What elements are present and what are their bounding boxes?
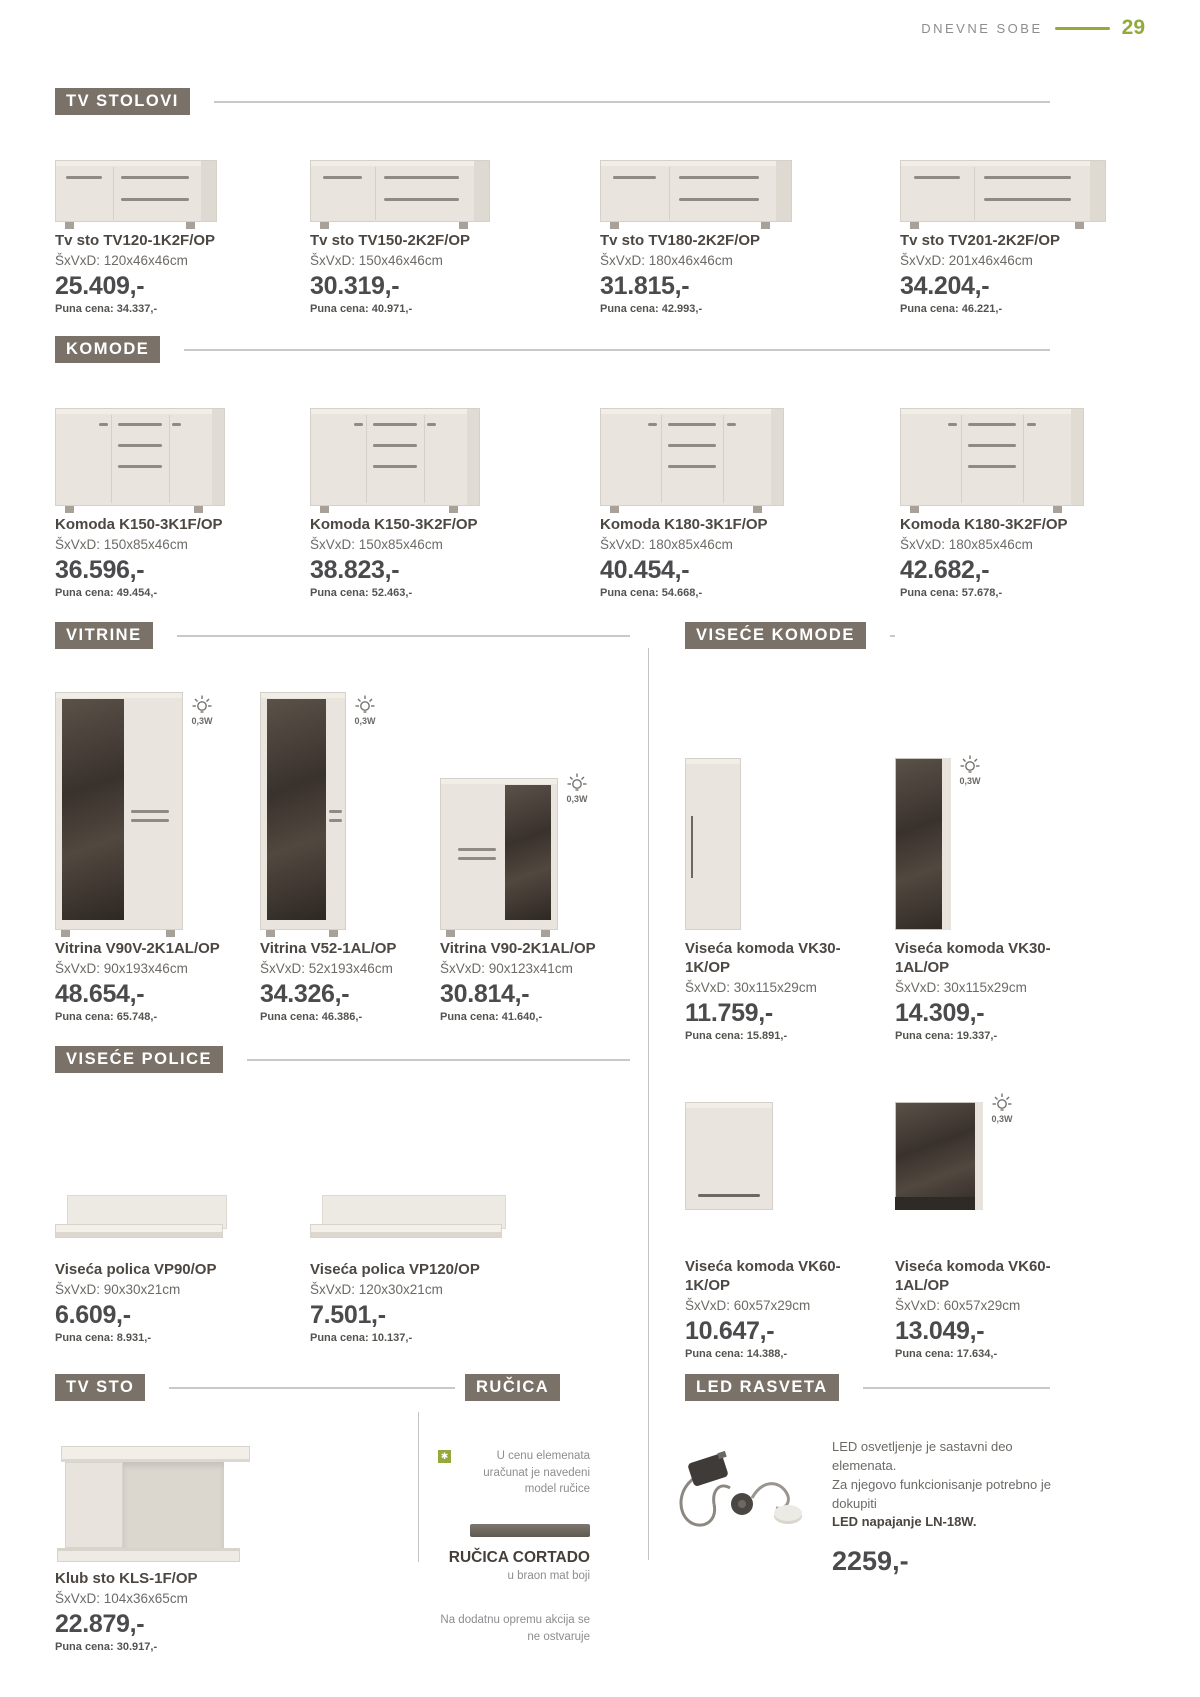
category-label: DNEVNE SOBE: [921, 20, 1043, 36]
product-dimensions: ŠxVxD: 104x36x65cm: [55, 1590, 188, 1606]
product-price: 48.654,-: [55, 979, 145, 1008]
led-price: 2259,-: [832, 1546, 909, 1577]
product-name: Tv sto TV120-1K2F/OP: [55, 232, 216, 249]
product-dimensions: ŠxVxD: 60x57x29cm: [895, 1297, 1021, 1313]
product-dimensions: ŠxVxD: 30x115x29cm: [895, 979, 1027, 995]
lamp-wattage: 0,3W: [354, 716, 376, 726]
product-full-price: Puna cena: 49.454,-: [55, 586, 158, 599]
product-card: [55, 398, 285, 599]
led-line-1: LED osvetljenje je sastavni deo elemenata.: [832, 1439, 1013, 1473]
wall-shelf-image: [55, 1185, 285, 1251]
product-name: Komoda K150-3K1F/OP: [55, 516, 223, 533]
product-price: 22.879,-: [55, 1609, 145, 1638]
wall-cabinet-image: [685, 1050, 860, 1210]
product-price: 25.409,-: [55, 271, 145, 300]
product-card: [310, 398, 540, 599]
vertical-divider: [648, 648, 649, 1560]
product-card: [600, 150, 830, 315]
section-title: TV STO: [55, 1374, 145, 1401]
section-header-tv-sto: [55, 1374, 455, 1401]
product-card: [260, 688, 435, 1023]
section-line: [184, 349, 1050, 351]
product-name: Viseća komoda VK60-1AL/OP: [895, 1258, 1051, 1294]
product-name: Vitrina V52-1AL/OP: [260, 940, 397, 957]
product-dimensions: ŠxVxD: 120x46x46cm: [55, 252, 188, 268]
product-full-price: Puna cena: 15.891,-: [685, 1029, 788, 1042]
product-dimensions: ŠxVxD: 30x115x29cm: [685, 979, 817, 995]
section-title: VISEĆE POLICE: [55, 1046, 223, 1073]
rucica-info: [425, 1448, 590, 1645]
page-header: [921, 16, 1145, 40]
section-header-rucica: [465, 1374, 560, 1401]
lamp-wattage: 0,3W: [991, 1114, 1013, 1124]
product-card: [900, 398, 1145, 599]
product-card: [685, 1050, 860, 1360]
wall-shelf-image: [310, 1185, 540, 1251]
tv-stand-image: [900, 150, 1145, 222]
product-price: 42.682,-: [900, 555, 990, 584]
lamp-icon: [991, 1092, 1013, 1124]
dresser-image: [600, 398, 830, 506]
product-full-price: Puna cena: 46.386,-: [260, 1010, 363, 1023]
section-header-komode: [55, 336, 1050, 363]
product-name: Tv sto TV201-2K2F/OP: [900, 232, 1061, 249]
led-line-3: LED napajanje LN-18W.: [832, 1514, 977, 1530]
section-title: TV STOLOVI: [55, 88, 190, 115]
product-price: 38.823,-: [310, 555, 400, 584]
section-header-visece-komode: [685, 622, 895, 649]
display-cabinet-image: [440, 688, 640, 930]
product-name: Vitrina V90V-2K1AL/OP: [55, 940, 220, 957]
wall-cabinet-image: [895, 1050, 1070, 1210]
product-card: [55, 688, 250, 1023]
section-header-tv-stolovi: [55, 88, 1050, 115]
product-name: Viseća polica VP90/OP: [55, 1261, 217, 1278]
handle-name: RUČICA CORTADO: [448, 1549, 590, 1567]
product-price: 10.647,-: [685, 1316, 775, 1345]
section-header-visece-police: [55, 1046, 630, 1073]
led-description: [832, 1438, 1072, 1577]
section-title: VISEĆE KOMODE: [685, 622, 866, 649]
product-full-price: Puna cena: 14.388,-: [685, 1347, 788, 1360]
product-dimensions: ŠxVxD: 150x46x46cm: [310, 252, 443, 268]
product-name: Vitrina V90-2K1AL/OP: [440, 940, 596, 957]
coffee-table-image: [55, 1440, 295, 1562]
lamp-wattage: 0,3W: [191, 716, 213, 726]
product-dimensions: ŠxVxD: 90x193x46cm: [55, 960, 188, 976]
product-full-price: Puna cena: 19.337,-: [895, 1029, 998, 1042]
product-full-price: Puna cena: 42.993,-: [600, 302, 703, 315]
header-dash: [1055, 27, 1110, 30]
product-dimensions: ŠxVxD: 180x46x46cm: [600, 252, 733, 268]
product-price: 11.759,-: [685, 998, 773, 1027]
product-dimensions: ŠxVxD: 150x85x46cm: [310, 536, 443, 552]
tv-stand-image: [55, 150, 285, 222]
led-line-2: Za njegovo funkcionisanje potrebno je dokupiti: [832, 1476, 1051, 1511]
lamp-icon: [959, 754, 981, 786]
product-name: Komoda K180-3K2F/OP: [900, 516, 1068, 533]
section-line: [177, 635, 630, 637]
product-name: Tv sto TV180-2K2F/OP: [600, 232, 761, 249]
product-card: [685, 688, 860, 1042]
product-card: [310, 150, 540, 315]
product-price: 7.501,-: [310, 1300, 386, 1329]
product-card: [895, 688, 1070, 1042]
product-dimensions: ŠxVxD: 60x57x29cm: [685, 1297, 811, 1313]
product-name: Viseća komoda VK60-1K/OP: [685, 1258, 841, 1294]
lamp-wattage: 0,3W: [566, 794, 588, 804]
lamp-icon: [191, 694, 213, 726]
handle-note: [425, 1448, 590, 1498]
product-price: 6.609,-: [55, 1300, 131, 1329]
product-card: [600, 398, 830, 599]
product-card: [310, 1185, 540, 1344]
product-full-price: Puna cena: 57.678,-: [900, 586, 1003, 599]
section-header-vitrine: [55, 622, 630, 649]
product-full-price: Puna cena: 34.337,-: [55, 302, 158, 315]
product-card: [895, 1050, 1070, 1360]
product-dimensions: ŠxVxD: 201x46x46cm: [900, 252, 1033, 268]
vertical-divider: [418, 1412, 419, 1562]
section-line: [247, 1059, 630, 1061]
product-name: Tv sto TV150-2K2F/OP: [310, 232, 471, 249]
page-number: 29: [1121, 16, 1145, 39]
dresser-image: [900, 398, 1145, 506]
section-header-led-rasveta: [685, 1374, 1050, 1401]
section-line: [214, 101, 1050, 103]
product-price: 14.309,-: [895, 998, 985, 1027]
product-name: Klub sto KLS-1F/OP: [55, 1570, 198, 1587]
product-full-price: Puna cena: 40.971,-: [310, 302, 413, 315]
product-card: [55, 150, 285, 315]
lamp-icon: [566, 772, 588, 804]
handle-note-text: U cenu elemenata uračunat je navedeni model ručice: [483, 1450, 590, 1496]
lamp-icon: [354, 694, 376, 726]
wall-cabinet-image: [685, 688, 860, 930]
product-full-price: Puna cena: 8.931,-: [55, 1331, 151, 1344]
product-name: Viseća komoda VK30-1K/OP: [685, 940, 841, 976]
product-dimensions: ŠxVxD: 52x193x46cm: [260, 960, 393, 976]
wall-cabinet-image: [895, 688, 1070, 930]
section-line: [169, 1387, 455, 1389]
section-line: [863, 1387, 1050, 1389]
product-card: [440, 688, 640, 1023]
lamp-wattage: 0,3W: [959, 776, 981, 786]
product-full-price: Puna cena: 10.137,-: [310, 1331, 413, 1344]
section-title: VITRINE: [55, 622, 153, 649]
product-dimensions: ŠxVxD: 180x85x46cm: [900, 536, 1033, 552]
product-price: 30.814,-: [440, 979, 530, 1008]
section-title: KOMODE: [55, 336, 160, 363]
dresser-image: [55, 398, 285, 506]
product-full-price: Puna cena: 41.640,-: [440, 1010, 543, 1023]
product-price: 13.049,-: [895, 1316, 985, 1345]
product-card: [900, 150, 1145, 315]
product-price: 31.815,-: [600, 271, 690, 300]
display-cabinet-image: [55, 688, 250, 930]
product-price: 34.326,-: [260, 979, 350, 1008]
product-full-price: Puna cena: 52.463,-: [310, 586, 413, 599]
handle-image: [470, 1524, 590, 1537]
product-full-price: Puna cena: 30.917,-: [55, 1640, 158, 1653]
product-name: Komoda K150-3K2F/OP: [310, 516, 478, 533]
product-card: [55, 1440, 295, 1653]
product-dimensions: ŠxVxD: 180x85x46cm: [600, 536, 733, 552]
section-title: LED RASVETA: [685, 1374, 839, 1401]
display-cabinet-image: [260, 688, 435, 930]
dresser-image: [310, 398, 540, 506]
tv-stand-image: [600, 150, 830, 222]
asterisk-icon: ✱: [438, 1450, 451, 1463]
product-price: 36.596,-: [55, 555, 145, 584]
handle-footnote: Na dodatnu opremu akcija se ne ostvaruje: [440, 1614, 590, 1643]
tv-stand-image: [310, 150, 540, 222]
led-info: [668, 1438, 1072, 1577]
led-power-supply-image: [668, 1438, 820, 1577]
product-card: [55, 1185, 285, 1344]
product-dimensions: ŠxVxD: 90x123x41cm: [440, 960, 573, 976]
handle-finish: u braon mat boji: [507, 1570, 590, 1583]
product-full-price: Puna cena: 54.668,-: [600, 586, 703, 599]
product-full-price: Puna cena: 65.748,-: [55, 1010, 158, 1023]
product-price: 30.319,-: [310, 271, 400, 300]
section-title: RUČICA: [465, 1374, 560, 1401]
product-dimensions: ŠxVxD: 90x30x21cm: [55, 1281, 181, 1297]
product-name: Viseća komoda VK30-1AL/OP: [895, 940, 1051, 976]
product-dimensions: ŠxVxD: 150x85x46cm: [55, 536, 188, 552]
section-line: [890, 635, 895, 637]
product-name: Komoda K180-3K1F/OP: [600, 516, 768, 533]
product-full-price: Puna cena: 46.221,-: [900, 302, 1003, 315]
product-price: 40.454,-: [600, 555, 690, 584]
product-name: Viseća polica VP120/OP: [310, 1261, 480, 1278]
product-dimensions: ŠxVxD: 120x30x21cm: [310, 1281, 443, 1297]
product-full-price: Puna cena: 17.634,-: [895, 1347, 998, 1360]
product-price: 34.204,-: [900, 271, 990, 300]
